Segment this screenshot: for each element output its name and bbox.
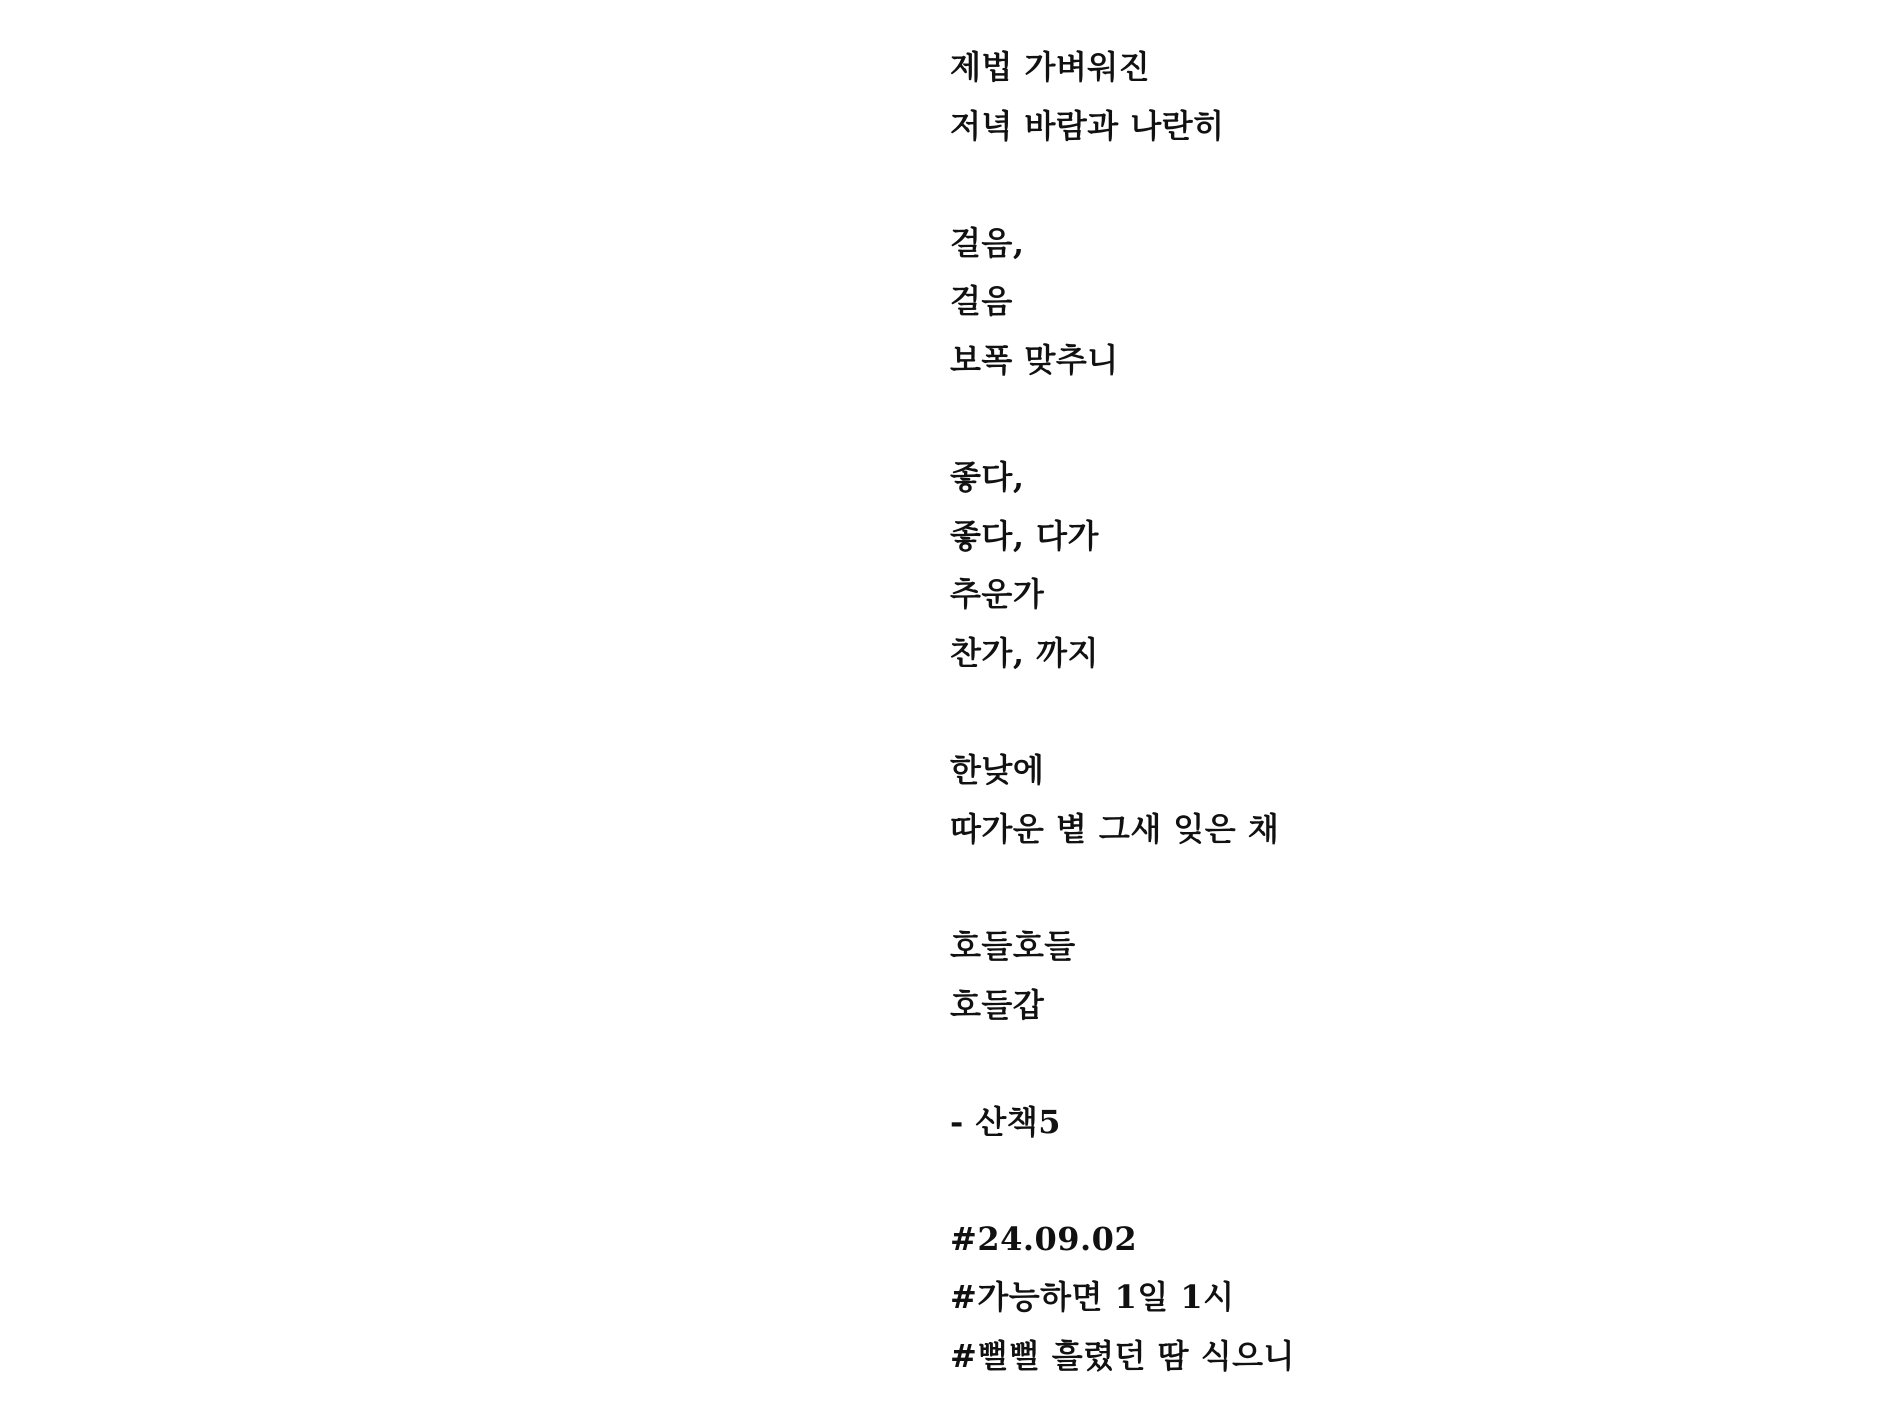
poem-line: 따가운 볕 그새 잊은 채 — [950, 809, 1280, 848]
hashtag: #뻘뻘 흘렸던 땀 식으니 — [950, 1337, 1295, 1376]
poem-text — [950, 38, 1850, 1386]
poem-line: 호들갑 — [950, 985, 1045, 1024]
stanza-gap — [950, 858, 1850, 917]
stanza — [950, 38, 1850, 155]
poem-line: 좋다, 다가 — [950, 516, 1099, 555]
poem-line: 제법 가벼워진 — [950, 48, 1151, 86]
stanza-gap — [950, 1034, 1850, 1093]
poem-line: 추운가 — [950, 575, 1045, 614]
poem-line: 보폭 맞추니 — [950, 340, 1119, 379]
poem-line: 찬가, 까지 — [950, 633, 1099, 672]
stanza-gap — [950, 683, 1850, 742]
poem-line: 한낮에 — [950, 751, 1045, 790]
poem-line: 저녁 바람과 나란히 — [950, 106, 1225, 145]
hashtag: #가능하면 1일 1시 — [950, 1278, 1235, 1317]
stanza — [950, 214, 1850, 390]
hashtag: #24.09.02 — [950, 1219, 1138, 1258]
hashtag-list — [950, 1210, 1850, 1386]
stanza-gap — [950, 155, 1850, 214]
stanza — [950, 448, 1850, 682]
stanza — [950, 741, 1850, 858]
stanza-gap — [950, 1151, 1850, 1210]
stanza-gap — [950, 390, 1850, 449]
poem-signature: - 산책5 — [950, 1102, 1062, 1141]
stanza — [950, 917, 1850, 1034]
poem-line: 호들호들 — [950, 926, 1076, 965]
poem-line: 좋다, — [950, 458, 1025, 497]
poem-line: 걸음 — [950, 282, 1013, 321]
poem-line: 걸음, — [950, 223, 1025, 262]
